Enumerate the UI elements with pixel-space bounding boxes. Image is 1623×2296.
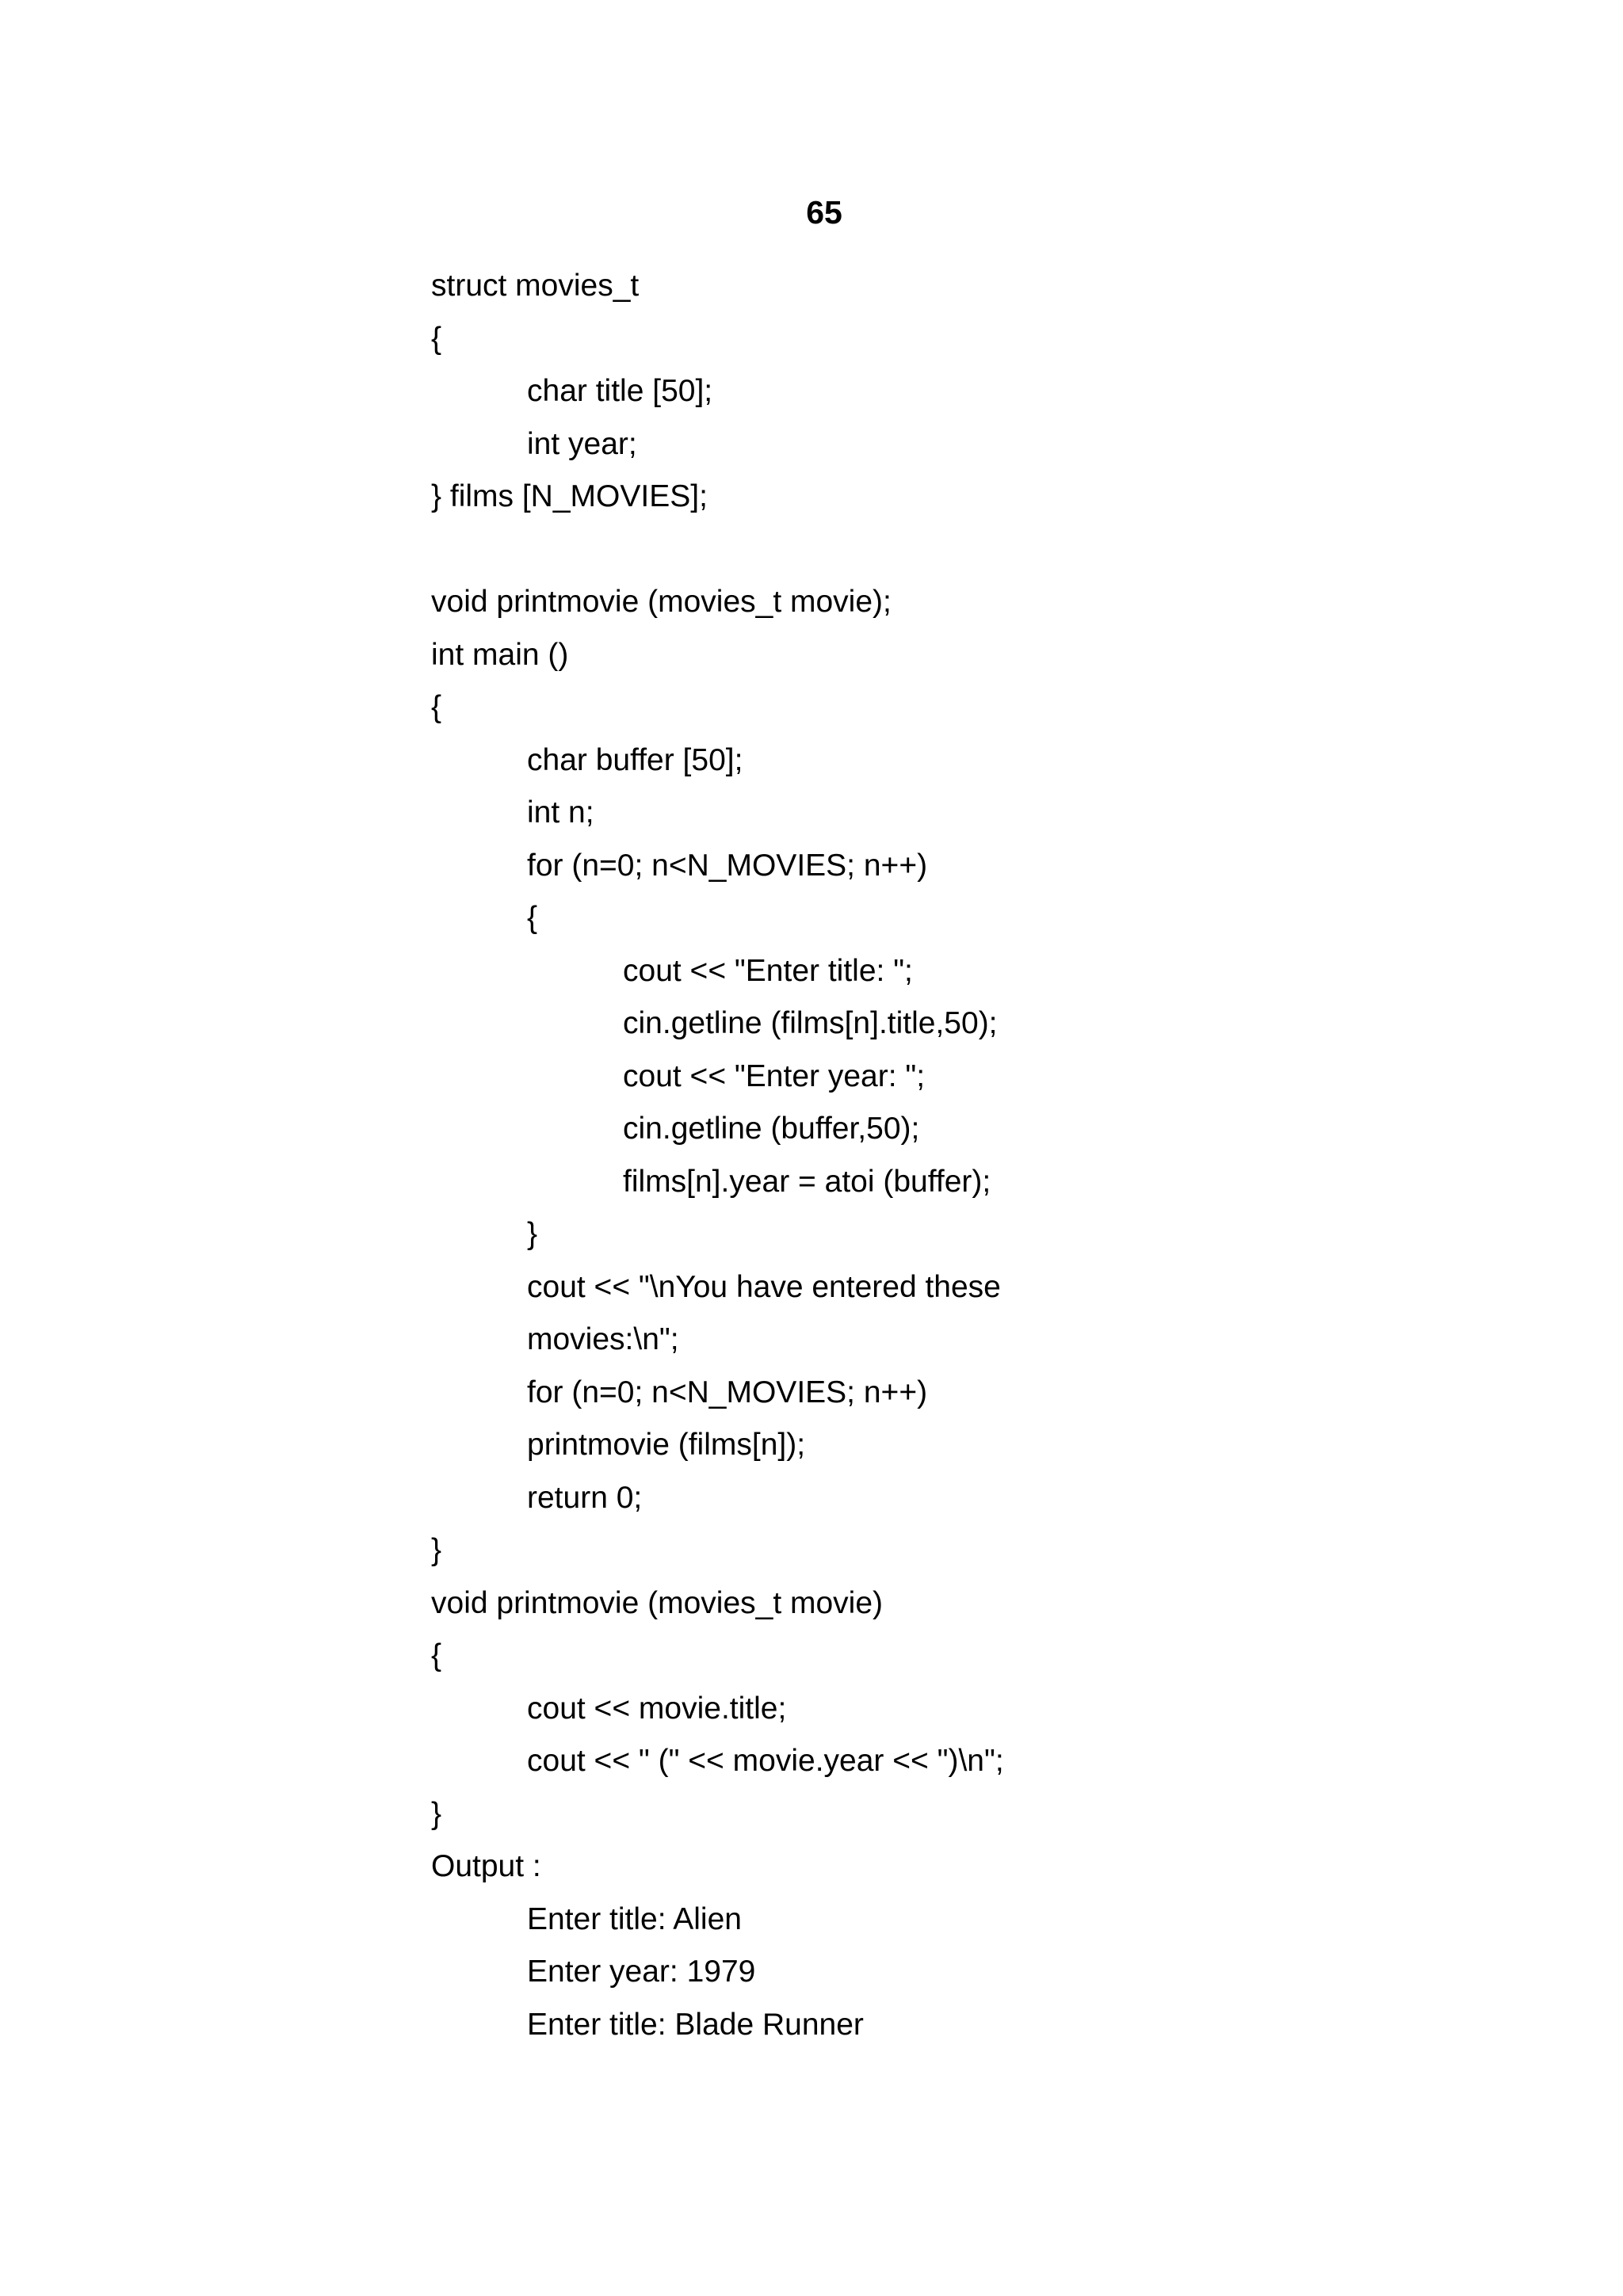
code-line: cout << " (" << movie.year << ")\n";: [527, 1744, 1004, 1778]
code-line: films[n].year = atoi (buffer);: [623, 1164, 991, 1199]
code-line: return 0;: [527, 1480, 643, 1515]
code-line: } films [N_MOVIES];: [431, 479, 708, 513]
code-line: struct movies_t: [431, 269, 640, 303]
code-line: printmovie (films[n]);: [527, 1428, 806, 1462]
code-line: Enter year: 1979: [527, 1955, 756, 1989]
code-line: Enter title: Blade Runner: [527, 2007, 864, 2042]
code-line: char buffer [50];: [527, 742, 743, 777]
code-line: cin.getline (films[n].title,50);: [623, 1006, 998, 1040]
code-line: {: [431, 1638, 442, 1672]
code-line: void printmovie (movies_t movie): [431, 1585, 884, 1620]
code-line: {: [431, 321, 442, 356]
code-line: cout << "Enter year: ";: [623, 1058, 926, 1093]
code-line: int year;: [527, 426, 637, 461]
code-line: for (n=0; n<N_MOVIES; n++): [527, 1375, 928, 1409]
code-line: cout << movie.title;: [527, 1691, 787, 1726]
code-line: }: [431, 1533, 442, 1567]
code-line: int main (): [431, 637, 569, 672]
code-line: for (n=0; n<N_MOVIES; n++): [527, 848, 928, 883]
code-line: {: [431, 690, 442, 724]
page-number: 65: [806, 194, 842, 231]
code-line: Output :: [431, 1849, 541, 1883]
code-line: cout << "Enter title: ";: [623, 953, 913, 988]
code-line: }: [431, 1796, 442, 1831]
code-line: char title [50];: [527, 374, 713, 408]
code-line: {: [527, 901, 538, 935]
code-line: int n;: [527, 795, 594, 830]
code-listing: [431, 260, 1541, 2051]
blank-line: [431, 524, 1541, 577]
code-line: void printmovie (movies_t movie);: [431, 585, 892, 619]
code-line: Enter title: Alien: [527, 1901, 742, 1936]
code-line: cout << "\nYou have entered these: [527, 1269, 1001, 1304]
code-line: movies:\n";: [527, 1322, 679, 1356]
code-line: }: [527, 1217, 538, 1251]
code-line: cin.getline (buffer,50);: [623, 1112, 920, 1146]
